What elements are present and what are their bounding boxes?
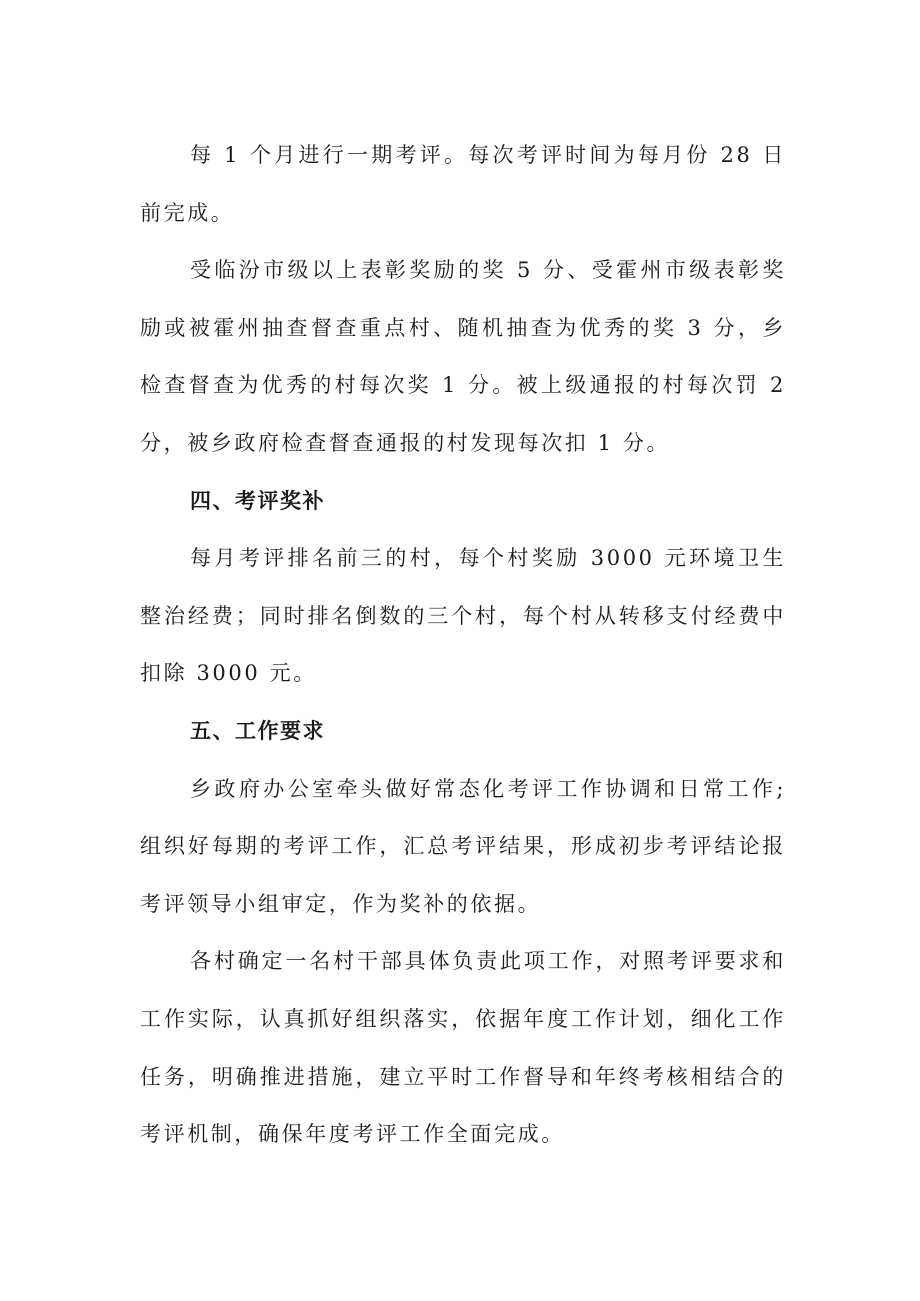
paragraph-village-duties: 各村确定一名村干部具体负责此项工作，对照考评要求和工作实际，认真抓好组织落实，依据年度工作计划，细化工作任务，明确推进措施，建立平时工作督导和年终考核相结合的考评机制，确保年度考评工作全面完成。	[140, 949, 786, 1147]
paragraph-evaluation-schedule: 每 1 个月进行一期考评。每次考评时间为每月份 28 日前完成。	[140, 143, 786, 225]
document-body	[140, 127, 786, 1164]
section-heading-rewards: 四、考评奖补	[190, 488, 325, 513]
section-heading-requirements: 五、工作要求	[190, 718, 325, 743]
paragraph-office-duties: 乡政府办公室牵头做好常态化考评工作协调和日常工作; 组织好每期的考评工作，汇总考评结果，形成初步考评结论报考评领导小组审定，作为奖补的依据。	[140, 776, 786, 916]
paragraph-scoring-rules: 受临汾市级以上表彰奖励的奖 5 分、受霍州市级表彰奖励或被霍州抽查督查重点村、随机抽查为优秀的奖 3 分，乡检查督查为优秀的村每次奖 1 分。被上级通报的村每次罚 2 分，被乡政府检查督查通报的村发现每次扣 1 分。	[140, 258, 786, 455]
paragraph-reward-rules: 每月考评排名前三的村，每个村奖励 3000 元环境卫生整治经费；同时排名倒数的三个村，每个村从转移支付经费中扣除 3000 元。	[140, 546, 786, 686]
